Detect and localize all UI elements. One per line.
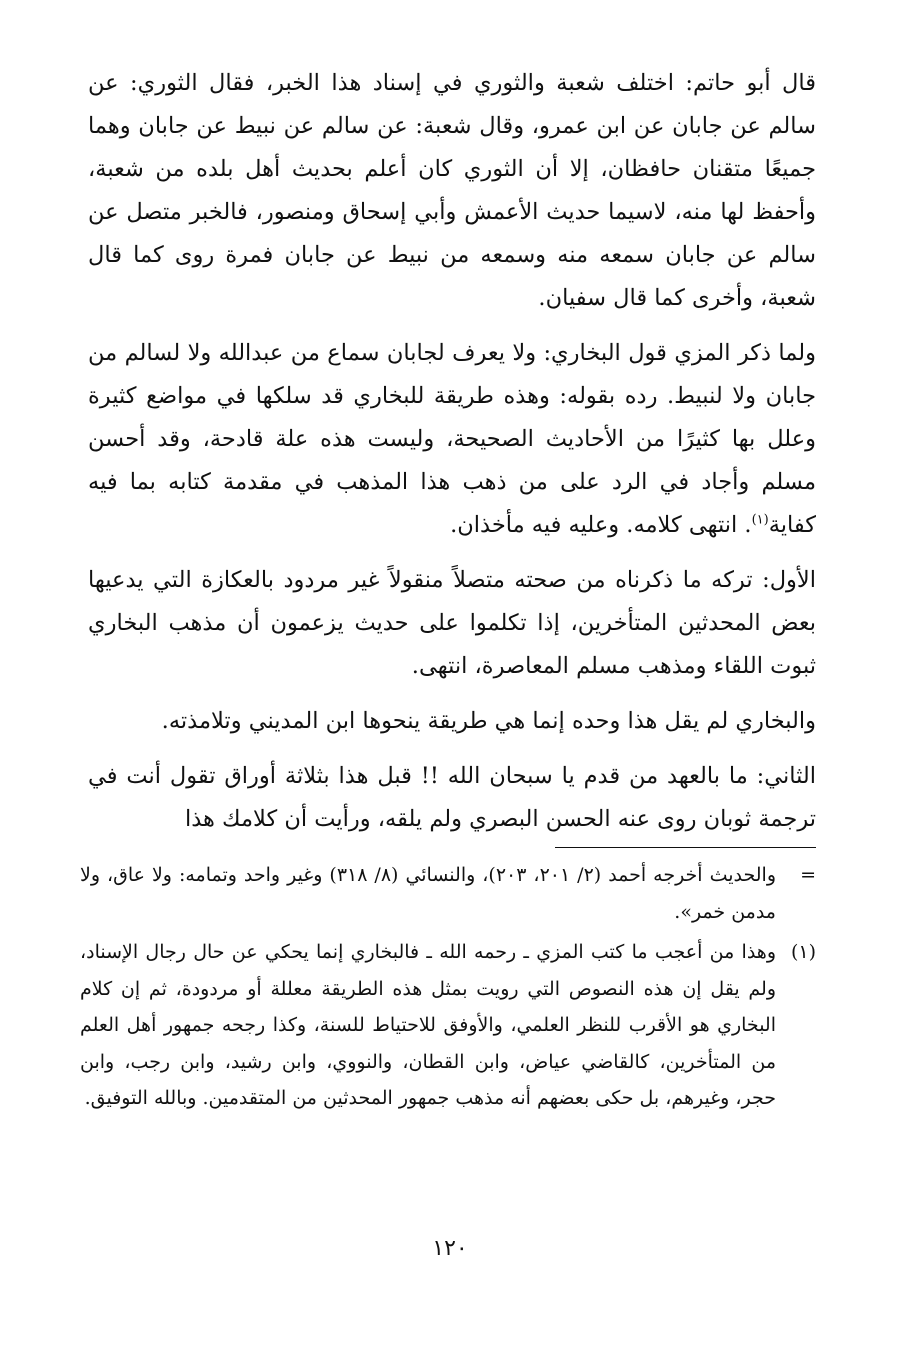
paragraph-3: الأول: تركه ما ذكرناه من صحته متصلاً منقولاً غير مردود بالعكازة التي يدعيها بعض المحدثين المتأخرين، إذا تكلموا على حديث يزعمون أن مذهب البخاري ثبوت اللقاء ومذهب مسلم المعاصرة، انتهى. [88,567,816,679]
footnote-1 [80,934,816,1117]
paragraph-4: والبخاري لم يقل هذا وحده إنما هي طريقة ينحوها ابن المديني وتلامذته. [161,708,816,734]
paragraph-5: الثاني: ما بالعهد من قدم يا سبحان الله !! قبل هذا بثلاثة أوراق تقول أنت في ترجمة ثوبان روى عنه الحسن البصري ولم يلقه، ورأيت أن كلامك هذا [88,763,816,832]
paragraph-2-text: ولما ذكر المزي قول البخاري: ولا يعرف لجابان سماع من عبدالله ولا لسالم من جابان ولا لنبيط. رده بقوله: وهذه طريقة للبخاري قد سلكها في مواضع كثيرة وعلل بها كثيرًا من الأحاديث الصحيحة، وليست هذه علة قادحة، وقد أحسن مسلم وأجاد في الرد على من ذهب هذا المذهب في مقدمة كتابه بما فيه كفاية [88,340,816,538]
page-body [88,62,816,853]
page-number: ١٢٠ [432,1236,468,1261]
footnote-text: وهذا من أعجب ما كتب المزي ـ رحمه الله ـ فالبخاري إنما يحكي عن حال رجال الإسناد، ولم يقل إن هذه النصوص التي رويت بمثل هذه الطريقة معللة أو مردودة، ثم إن كلام البخاري هو الأقرب للنظر العلمي، والأوفق للاحتياط للسنة، وكذا رجحه جمهور أهل العلم من المتأخرين، كالقاضي عياض، وابن القطان، والنووي، وابن رشيد، وابن رجب، وابن حجر، وغيرهم، بل حكى بعضهم أنه مذهب جمهور المحدثين من المتقدمين. وبالله التوفيق. [80,941,776,1109]
main-text [88,62,816,841]
footnote-marker: (١) [790,941,816,963]
paragraph-2 [88,332,816,547]
footnote-text: والحديث أخرجه أحمد (٢/ ٢٠١، ٢٠٣)، والنسائي (٨/ ٣١٨) وغير واحد وتمامه: ولا عاق، ولا مدمن خمر». [80,864,776,923]
paragraph-1: قال أبو حاتم: اختلف شعبة والثوري في إسناد هذا الخبر، فقال الثوري: عن سالم عن جابان عن ابن عمرو، وقال شعبة: عن سالم عن نبيط عن جابان وهما جميعًا متقنان حافظان، إلا أن الثوري كان أعلم بحديث أهل بلده من شعبة، وأحفظ لها منه، لاسيما حديث الأعمش وأبي إسحاق ومنصور، فالخبر متصل عن سالم عن جابان سمعه منه وسمعه من نبيط عن جابان فمرة روى كما قال شعبة، وأخرى كما قال سفيان. [88,70,816,311]
footnote-marker: = [800,864,816,886]
paragraph-2-tail: . انتهى كلامه. وعليه فيه مأخذان. [450,512,752,538]
footnote-continued [80,857,816,930]
footnotes-section [80,857,816,1121]
footnote-reference-1[interactable]: (١) [751,512,769,528]
footnote-divider [555,847,816,848]
